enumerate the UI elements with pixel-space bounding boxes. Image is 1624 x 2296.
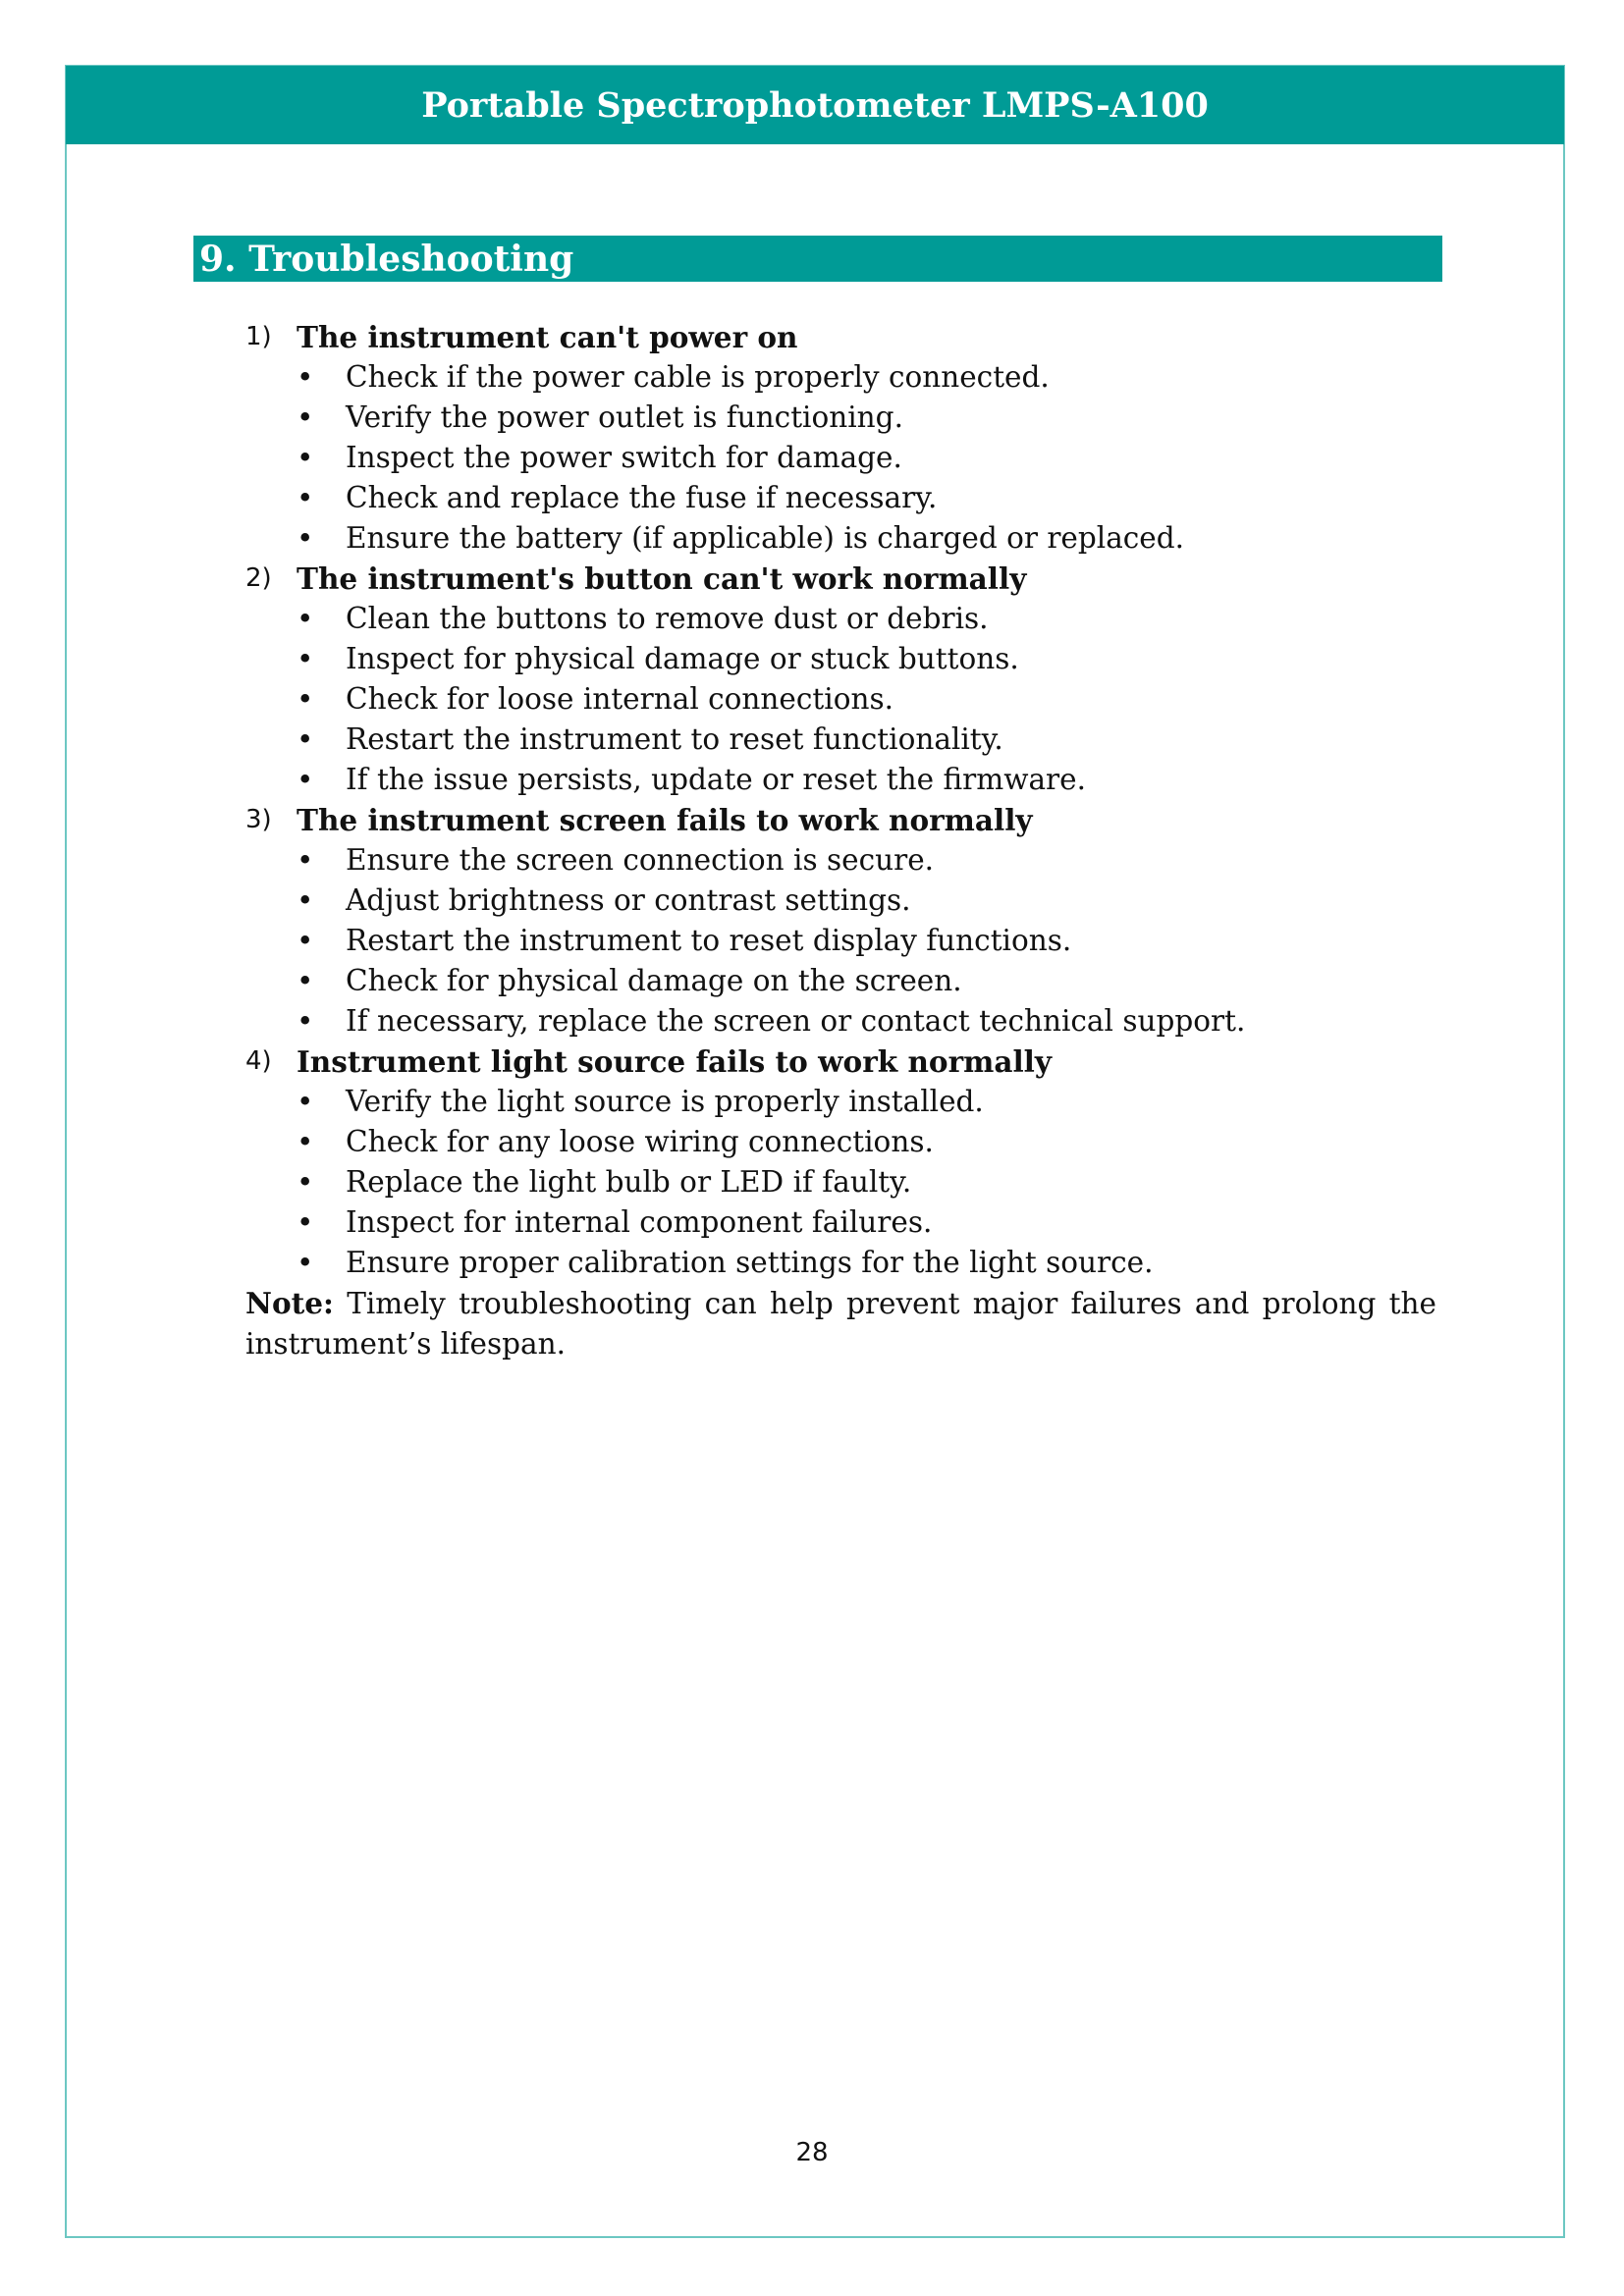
bullet-text: Clean the buttons to remove dust or debris. xyxy=(346,602,989,635)
troubleshooting-item xyxy=(245,800,1439,1041)
bullet-text: Check for loose internal connections. xyxy=(346,682,893,716)
bullet-list xyxy=(245,357,1439,559)
list-item xyxy=(245,398,1439,438)
list-item xyxy=(245,1001,1439,1041)
section-heading xyxy=(193,236,1442,282)
list-item xyxy=(245,921,1439,961)
list-item xyxy=(245,840,1439,881)
list-item xyxy=(245,357,1439,398)
note-label: Note: xyxy=(245,1286,334,1320)
bullet-text: Verify the light source is properly installed. xyxy=(346,1085,984,1118)
content-body xyxy=(245,317,1439,1364)
bullet-icon: • xyxy=(297,924,314,957)
list-item xyxy=(245,720,1439,760)
bullet-icon: • xyxy=(297,1165,314,1199)
list-item xyxy=(245,599,1439,639)
list-item xyxy=(245,1082,1439,1122)
bullet-text: Inspect for physical damage or stuck buttons. xyxy=(346,642,1019,675)
bullet-text: Inspect the power switch for damage. xyxy=(346,441,902,474)
bullet-icon: • xyxy=(297,1125,314,1158)
bullet-icon: • xyxy=(297,1085,314,1118)
bullet-text: If the issue persists, update or reset the firmware. xyxy=(346,763,1086,796)
list-item xyxy=(245,881,1439,921)
list-item xyxy=(245,639,1439,679)
bullet-text: Check for physical damage on the screen. xyxy=(346,964,962,997)
bullet-icon: • xyxy=(297,964,314,997)
item-title: The instrument screen fails to work normally xyxy=(297,803,1033,837)
item-title: The instrument's button can't work normally xyxy=(297,561,1027,596)
bullet-icon: • xyxy=(297,602,314,635)
bullet-text: Restart the instrument to reset display functions. xyxy=(346,924,1072,957)
item-heading xyxy=(245,559,1439,599)
document-title: Portable Spectrophotometer LMPS-A100 xyxy=(421,84,1209,126)
bullet-text: Ensure the battery (if applicable) is charged or replaced. xyxy=(346,521,1185,555)
bullet-icon: • xyxy=(297,481,314,514)
list-item xyxy=(245,518,1439,559)
list-item xyxy=(245,1243,1439,1283)
bullet-text: Adjust brightness or contrast settings. xyxy=(346,883,911,917)
bullet-text: Check if the power cable is properly connected. xyxy=(346,360,1050,394)
bullet-text: Check and replace the fuse if necessary. xyxy=(346,481,938,514)
bullet-icon: • xyxy=(297,763,314,796)
item-title: Instrument light source fails to work normally xyxy=(297,1044,1053,1079)
list-item xyxy=(245,760,1439,800)
list-item xyxy=(245,478,1439,518)
item-heading xyxy=(245,1041,1439,1082)
note-paragraph xyxy=(245,1283,1436,1364)
bullet-icon: • xyxy=(297,1205,314,1239)
bullet-text: Inspect for internal component failures. xyxy=(346,1205,933,1239)
bullet-text: Ensure proper calibration settings for the light source. xyxy=(346,1246,1154,1279)
bullet-text: Check for any loose wiring connections. xyxy=(346,1125,934,1158)
item-number: 1) xyxy=(245,322,272,351)
troubleshooting-item xyxy=(245,559,1439,800)
bullet-text: Ensure the screen connection is secure. xyxy=(346,843,935,877)
list-item xyxy=(245,961,1439,1001)
list-item xyxy=(245,1162,1439,1202)
bullet-text: Restart the instrument to reset functionality. xyxy=(346,722,1003,756)
item-heading xyxy=(245,317,1439,357)
bullet-icon: • xyxy=(297,441,314,474)
item-heading xyxy=(245,800,1439,840)
bullet-text: Verify the power outlet is functioning. xyxy=(346,400,903,434)
bullet-icon: • xyxy=(297,722,314,756)
bullet-list xyxy=(245,1082,1439,1283)
bullet-icon: • xyxy=(297,883,314,917)
bullet-icon: • xyxy=(297,682,314,716)
bullet-list xyxy=(245,599,1439,800)
troubleshooting-item xyxy=(245,1041,1439,1283)
bullet-text: Replace the light bulb or LED if faulty. xyxy=(346,1165,912,1199)
bullet-icon: • xyxy=(297,1246,314,1279)
bullet-text: If necessary, replace the screen or contact technical support. xyxy=(346,1004,1246,1038)
list-item xyxy=(245,438,1439,478)
section-title: 9. Troubleshooting xyxy=(199,238,574,280)
item-number: 2) xyxy=(245,563,272,593)
bullet-list xyxy=(245,840,1439,1041)
bullet-icon: • xyxy=(297,521,314,555)
item-number: 3) xyxy=(245,805,272,834)
item-number: 4) xyxy=(245,1046,272,1076)
bullet-icon: • xyxy=(297,400,314,434)
note-text: Timely troubleshooting can help prevent major failures and prolong the instrument’s lifespan. xyxy=(245,1287,1436,1361)
item-title: The instrument can't power on xyxy=(297,320,798,354)
troubleshooting-list xyxy=(245,317,1439,1283)
page-number: 28 xyxy=(795,2138,829,2167)
document-header xyxy=(66,66,1564,144)
list-item xyxy=(245,1202,1439,1243)
list-item xyxy=(245,679,1439,720)
bullet-icon: • xyxy=(297,360,314,394)
list-item xyxy=(245,1122,1439,1162)
troubleshooting-item xyxy=(245,317,1439,559)
bullet-icon: • xyxy=(297,843,314,877)
bullet-icon: • xyxy=(297,1004,314,1038)
bullet-icon: • xyxy=(297,642,314,675)
